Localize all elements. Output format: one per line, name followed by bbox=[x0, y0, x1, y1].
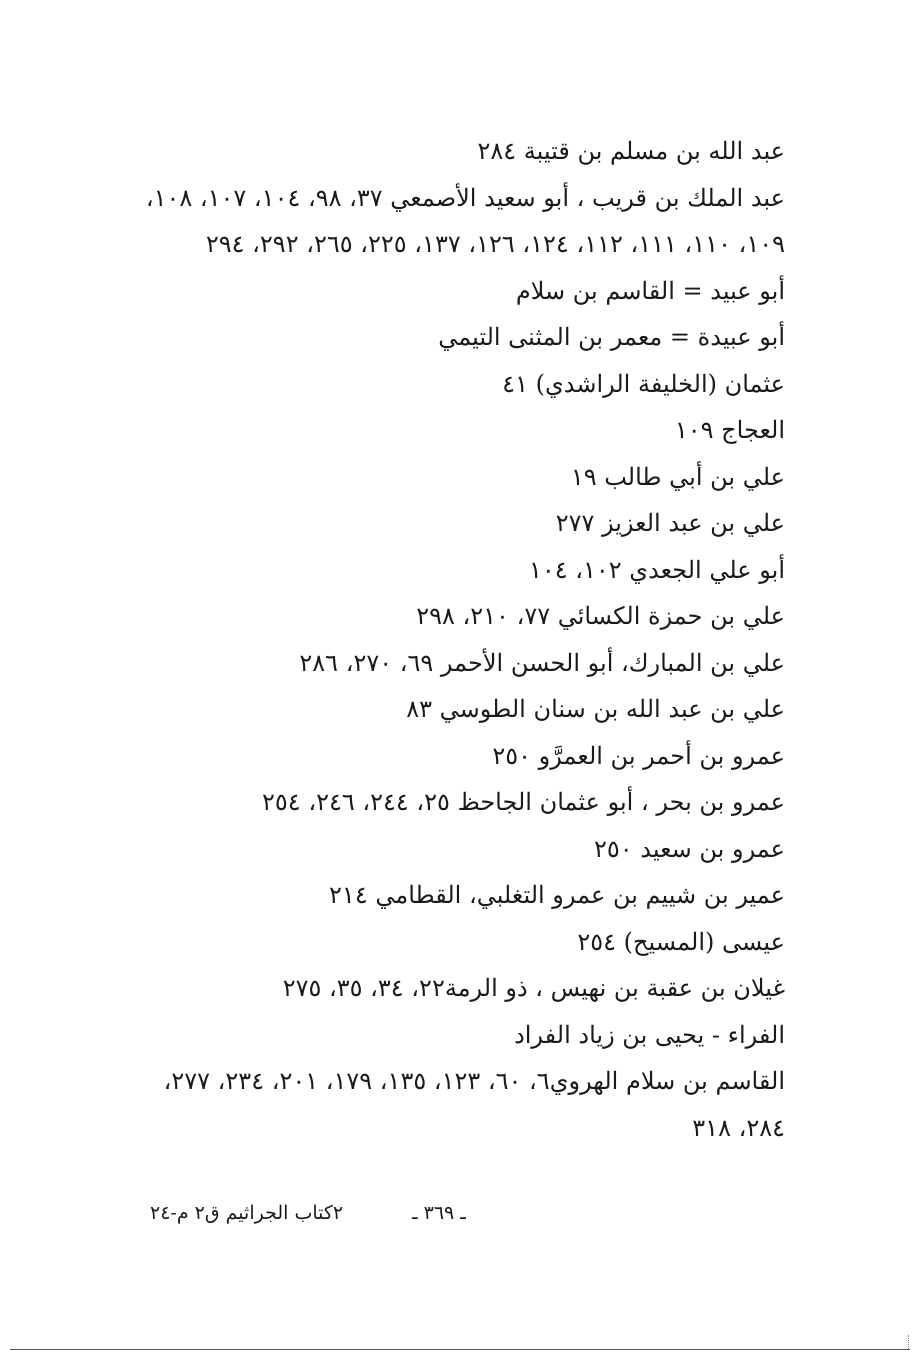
index-entry: علي بن عبد العزيز ٢٧٧ bbox=[555, 509, 785, 537]
index-entry: علي بن أبي طالب ١٩ bbox=[570, 462, 785, 491]
index-entry: عمرو بن بحر ، أبو عثمان الجاحظ ٢٥، ٢٤٤، ٢٤٦، ٢٥٤ bbox=[262, 788, 785, 816]
index-entry: علي بن حمزة الكسائي ٧٧، ٢١٠، ٢٩٨ bbox=[416, 602, 785, 630]
index-entry: الفراء - يحيى بن زياد الفراد bbox=[514, 1020, 785, 1049]
index-entry: غيلان بن عقبة بن نهيس ، ذو الرمة٢٢، ٣٤، ٣٥، ٢٧٥ bbox=[282, 974, 785, 1002]
index-entry: أبو عبيدة = معمر بن المثنى التيمي bbox=[438, 323, 785, 351]
index-entry: عيسى (المسيح) ٢٥٤ bbox=[577, 927, 785, 956]
scan-edge-line bbox=[10, 1349, 910, 1350]
index-entry: أبو عبيد = القاسم بن سلام bbox=[515, 276, 785, 305]
index-entry: عمرو بن سعيد ٢٥٠ bbox=[593, 834, 785, 863]
page-footer bbox=[150, 1198, 500, 1228]
index-entries bbox=[130, 128, 785, 1151]
index-entry: أبو علي الجعدي ١٠٢، ١٠٤ bbox=[528, 555, 785, 584]
index-entry: العجاج ١٠٩ bbox=[674, 416, 785, 444]
index-entry: عثمان (الخليفة الراشدي) ٤١ bbox=[502, 369, 785, 398]
index-entry: عمير بن شييم بن عمرو التغلبي، القطامي ٢١٤ bbox=[329, 881, 785, 909]
index-entry: عمرو بن أحمر بن العمرَّو ٢٥٠ bbox=[492, 741, 785, 770]
index-entry: عبد الله بن مسلم بن قتيبة ٢٨٤ bbox=[477, 137, 785, 165]
scan-edge-mark bbox=[908, 1335, 915, 1349]
index-entry: علي بن المبارك، أبو الحسن الأحمر ٦٩، ٢٧٠، ٢٨٦ bbox=[299, 648, 785, 677]
index-entry: عبد الملك بن قريب ، أبو سعيد الأصمعي ٣٧، ٩٨، ١٠٤، ١٠٧، ١٠٨، ١٠٩، ١١٠، ١١١، ١١٢، ١٢٤، ١٢٦، ١٣٧، ٢٢٥، ٢٦٥، ٢٩٢، ٢٩٤ bbox=[145, 183, 785, 258]
book-reference: ٢كتاب الجراثيم ق٢ م-٢٤ bbox=[150, 1202, 344, 1224]
page-number: ـ ٣٦٩ ـ bbox=[412, 1202, 466, 1224]
index-entry: علي بن عبد الله بن سنان الطوسي ٨٣ bbox=[406, 695, 785, 723]
index-entry: القاسم بن سلام الهروي٦، ٦٠، ١٢٣، ١٣٥، ١٧٩، ٢٠١، ٢٣٤، ٢٧٧، ٢٨٤، ٣١٨ bbox=[163, 1067, 785, 1142]
